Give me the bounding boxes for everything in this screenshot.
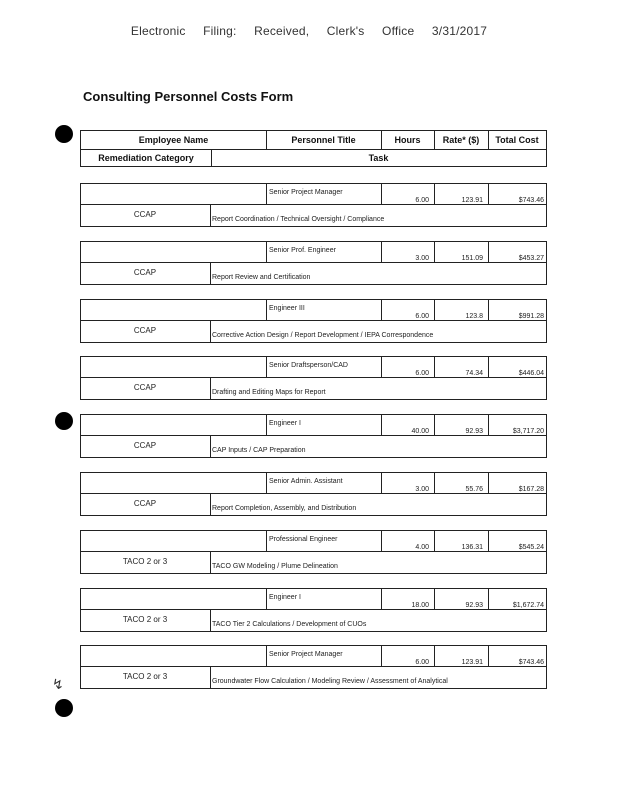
stamp-word: Received, (254, 24, 310, 38)
personnel-entry (80, 588, 547, 632)
entry-personnel-title: Senior Project Manager (269, 189, 343, 196)
entry-rate: 136.31 (461, 543, 483, 551)
header-task: Task (368, 153, 389, 163)
entry-remediation-category: TACO 2 or 3 (122, 614, 168, 624)
entry-total-cost: $1,672.74 (512, 601, 544, 609)
entry-task: CAP Inputs / CAP Preparation (212, 447, 306, 455)
entry-rate: 92.93 (465, 601, 483, 609)
personnel-entry (80, 299, 547, 343)
entry-hours: 3.00 (415, 486, 429, 493)
entry-total-cost: $991.28 (518, 312, 544, 320)
entry-remediation-category: CCAP (133, 383, 157, 393)
column-header-table (80, 130, 547, 167)
entry-task: Drafting and Editing Maps for Report (212, 389, 326, 397)
entry-personnel-title: Engineer I (269, 593, 301, 601)
header-total-cost: Total Cost (495, 135, 539, 145)
entry-personnel-title: Senior Admin. Assistant (269, 478, 343, 485)
personnel-entry (80, 183, 547, 227)
header-employee-name: Employee Name (138, 135, 209, 145)
entry-hours: 6.00 (415, 659, 429, 667)
entry-hours: 6.00 (415, 370, 429, 378)
entry-rate: 92.93 (465, 428, 483, 436)
entry-total-cost: $743.46 (518, 197, 544, 204)
stamp-word: Office (382, 24, 415, 38)
personnel-entry (80, 472, 547, 516)
entry-hours: 18.00 (411, 601, 429, 609)
form-title: Consulting Personnel Costs Form (83, 89, 294, 104)
personnel-entry (80, 414, 547, 458)
entry-total-cost: $743.46 (518, 659, 544, 667)
entry-remediation-category: TACO 2 or 3 (122, 556, 168, 566)
entry-total-cost: $453.27 (518, 254, 544, 262)
entry-hours: 4.00 (415, 543, 429, 551)
entry-hours: 6.00 (415, 197, 429, 204)
handwritten-mark-icon: ↯ (52, 676, 64, 692)
punch-hole-icon (55, 699, 73, 717)
entry-total-cost: $3,717.20 (512, 428, 544, 436)
entry-task: Corrective Action Design / Report Development / IEPA Correspondence (212, 331, 434, 339)
entry-hours: 40.00 (411, 428, 429, 436)
stamp-word: 3/31/2017 (431, 24, 488, 38)
header-rate: Rate* ($) (442, 135, 480, 145)
entry-task: Groundwater Flow Calculation / Modeling Review / Assessment of Analytical (212, 678, 448, 686)
entry-task: TACO GW Modeling / Plume Delineation (212, 562, 338, 570)
entry-rate: 123.8 (465, 312, 483, 320)
entry-task: Report Completion, Assembly, and Distribution (212, 505, 357, 512)
entry-total-cost: $167.28 (518, 486, 544, 493)
personnel-entry (80, 241, 547, 285)
entry-hours: 6.00 (415, 312, 429, 320)
personnel-entry (80, 356, 547, 400)
entry-personnel-title: Engineer III (269, 304, 305, 312)
entry-hours: 3.00 (415, 254, 429, 262)
header-personnel-title: Personnel Title (291, 135, 356, 145)
header-remediation-category: Remediation Category (98, 153, 194, 163)
entry-rate: 74.34 (465, 370, 483, 378)
entry-remediation-category: CCAP (133, 210, 157, 219)
entry-personnel-title: Senior Draftsperson/CAD (269, 362, 348, 370)
entry-rate: 151.09 (461, 254, 483, 262)
punch-hole-icon (55, 125, 73, 143)
entry-personnel-title: Engineer I (269, 420, 301, 428)
entry-personnel-title: Senior Prof. Engineer (269, 246, 336, 254)
entry-remediation-category: TACO 2 or 3 (122, 672, 168, 682)
entry-personnel-title: Senior Project Manager (269, 651, 343, 659)
entry-task: TACO Tier 2 Calculations / Development of CUOs (212, 620, 367, 628)
entry-remediation-category: CCAP (133, 499, 157, 508)
punch-hole-icon (55, 412, 73, 430)
entry-personnel-title: Professional Engineer (269, 535, 338, 543)
entry-total-cost: $446.04 (518, 370, 544, 378)
entry-task: Report Coordination / Technical Oversight / Compliance (212, 216, 385, 223)
personnel-entry (80, 530, 547, 574)
header-hours: Hours (394, 135, 421, 145)
entry-rate: 123.91 (461, 659, 483, 667)
personnel-entry (80, 645, 547, 689)
entry-rate: 55.76 (465, 486, 483, 493)
entry-total-cost: $545.24 (518, 543, 544, 551)
stamp-word: Clerk's (326, 24, 365, 38)
entry-remediation-category: CCAP (133, 325, 157, 335)
entry-remediation-category: CCAP (133, 267, 157, 277)
entry-remediation-category: CCAP (133, 441, 157, 451)
stamp-word: Filing: (203, 24, 237, 38)
entry-task: Report Review and Certification (212, 273, 311, 281)
stamp-word: Electronic (130, 24, 186, 38)
entry-rate: 123.91 (461, 197, 483, 204)
electronic-filing-stamp (0, 24, 618, 38)
